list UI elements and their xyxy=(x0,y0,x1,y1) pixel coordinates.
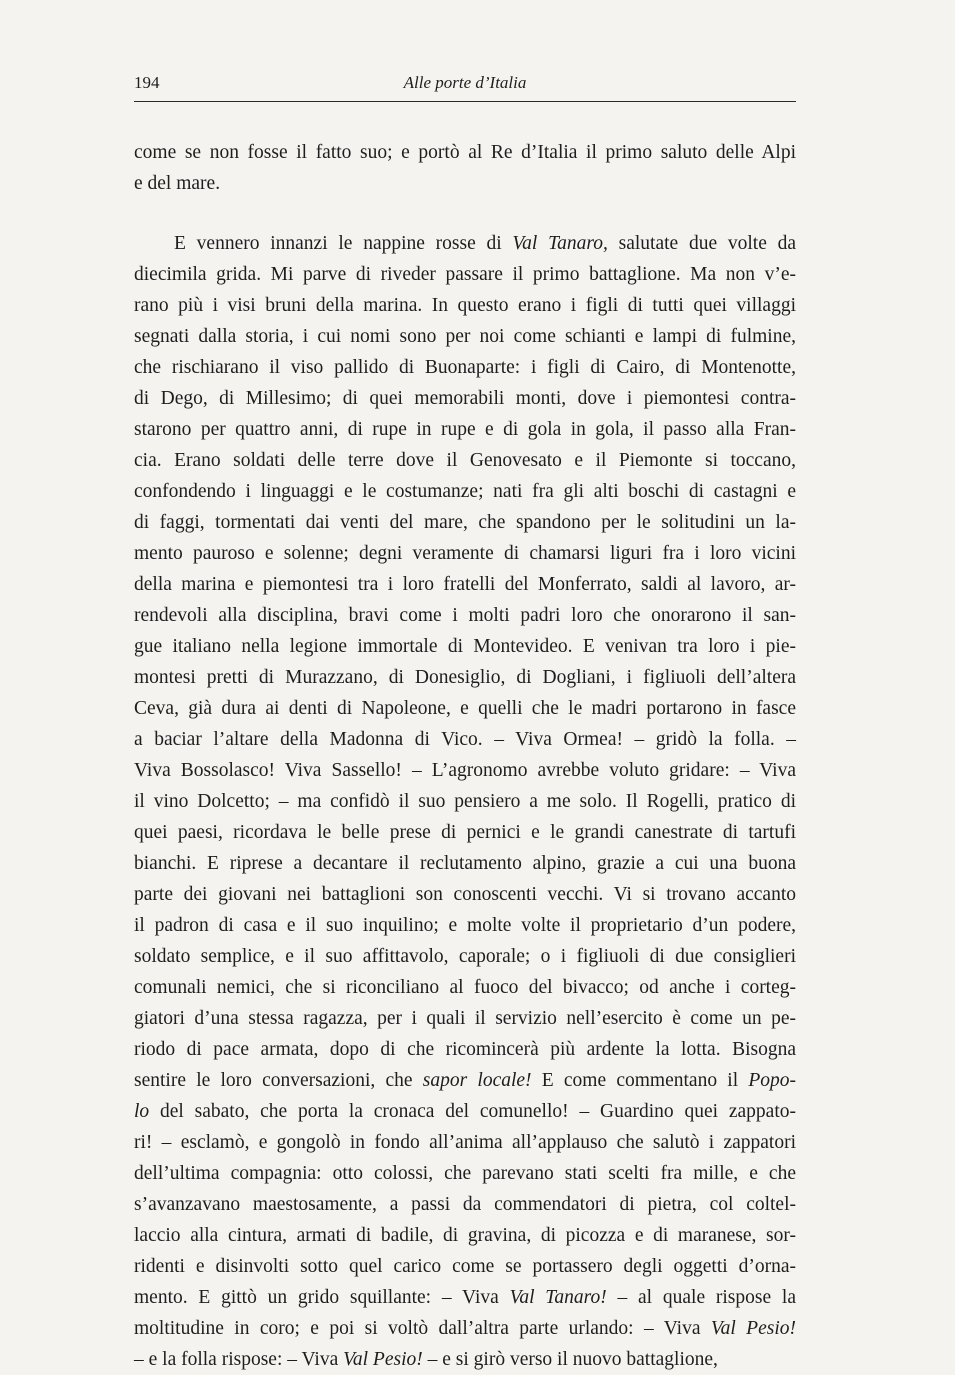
text-segment: – e si girò verso il nuovo battaglione, xyxy=(422,1349,718,1370)
text-segment: – al quale rispose la xyxy=(606,1287,796,1308)
text-line xyxy=(134,1096,796,1127)
text-segment: gue italiano nella legione immortale di Montevideo. E venivan tra loro i pie- xyxy=(134,636,796,657)
text-segment: E vennero innanzi le nappine rosse di xyxy=(174,233,513,254)
page-number: 194 xyxy=(134,73,160,92)
text-line xyxy=(134,662,796,693)
text-line xyxy=(134,569,796,600)
text-line xyxy=(134,693,796,724)
text-segment: segnati dalla storia, i cui nomi sono per noi come schianti e lampi di fulmine, xyxy=(134,326,796,347)
text-segment: mento. E gittò un grido squillante: – Viva xyxy=(134,1287,510,1308)
text-line xyxy=(134,476,796,507)
text-segment: starono per quattro anni, di rupe in rupe e di gola in gola, il passo alla Fran- xyxy=(134,419,796,440)
italic-text: Popo- xyxy=(748,1070,796,1091)
text-segment: soldato semplice, e il suo affittavolo, caporale; o i figliuoli di due consiglieri xyxy=(134,946,796,967)
paragraph xyxy=(134,228,796,1375)
text-segment: salutate due volte da xyxy=(607,233,797,254)
text-segment: il vino Dolcetto; – ma confidò il suo pensiero a me solo. Il Rogelli, pratico di xyxy=(134,791,796,812)
italic-text: lo xyxy=(134,1101,150,1122)
text-segment: riodo di pace armata, dopo di che ricomincerà più ardente la lotta. Bisogna xyxy=(134,1039,796,1060)
text-line xyxy=(134,538,796,569)
text-segment: ridenti e disinvolti sotto quel carico come se portassero degli oggetti d’orna- xyxy=(134,1256,796,1277)
text-segment: di faggi, tormentati dai venti del mare, che spandono per le solitudini un la- xyxy=(134,512,796,533)
text-segment: diecimila grida. Mi parve di riveder passare il primo battaglione. Ma non v’e- xyxy=(134,264,796,285)
running-title: Alle porte d’Italia xyxy=(403,73,527,92)
text-line xyxy=(134,1189,796,1220)
text-segment: del sabato, che porta la cronaca del comunello! – Guardino quei zappato- xyxy=(149,1101,796,1122)
text-line xyxy=(134,786,796,817)
text-segment: comunali nemici, che si riconciliano al fuoco del bivacco; od anche i corteg- xyxy=(134,977,796,998)
paragraph xyxy=(134,137,796,199)
text-segment: parte dei giovani nei battaglioni son conoscenti vecchi. Vi si trovano accanto xyxy=(134,884,796,905)
italic-text: Val Tanaro! xyxy=(509,1287,607,1308)
italic-text: Val Pesio! xyxy=(343,1349,423,1370)
text-segment: di Dego, di Millesimo; di quei memorabili monti, dove i piemontesi contra- xyxy=(134,388,796,409)
text-line xyxy=(134,1065,796,1096)
text-segment: – e la folla rispose: – Viva xyxy=(134,1349,344,1370)
text-line xyxy=(134,1158,796,1189)
text-line xyxy=(134,724,796,755)
text-segment: il padron di casa e il suo inquilino; e molte volte il proprietario d’un podere, xyxy=(134,915,796,936)
text-line xyxy=(134,321,796,352)
text-segment: ri! – esclamò, e gongolò in fondo all’anima all’applauso che salutò i zappatori xyxy=(134,1132,796,1153)
text-line xyxy=(134,259,796,290)
text-line xyxy=(134,1220,796,1251)
text-line xyxy=(134,168,796,199)
text-segment: Viva Bossolasco! Viva Sassello! – L’agronomo avrebbe voluto gridare: – Viva xyxy=(134,760,796,781)
text-line xyxy=(134,817,796,848)
text-segment: confondendo i linguaggi e le costumanze; nati fra gli alti boschi di castagni e xyxy=(134,481,796,502)
text-line xyxy=(134,137,796,168)
text-segment: cia. Erano soldati delle terre dove il Genovesato e il Piemonte si toccano, xyxy=(134,450,796,471)
text-segment: bianchi. E riprese a decantare il reclutamento alpino, grazie a cui una buona xyxy=(134,853,796,874)
text-segment: e del mare. xyxy=(134,173,221,194)
text-line xyxy=(134,972,796,1003)
text-segment: Ceva, già dura ai denti di Napoleone, e quelli che le madri portarono in fasce xyxy=(134,698,796,719)
body-text xyxy=(134,137,796,1375)
text-line xyxy=(134,445,796,476)
text-line xyxy=(134,1282,796,1313)
text-line xyxy=(134,600,796,631)
text-line xyxy=(134,1034,796,1065)
text-segment: mento pauroso e solenne; degni veramente di chamarsi liguri fra i loro vicini xyxy=(134,543,796,564)
text-line xyxy=(134,941,796,972)
text-line xyxy=(134,352,796,383)
text-line xyxy=(134,848,796,879)
text-segment: sentire le loro conversazioni, che xyxy=(134,1070,423,1091)
text-line xyxy=(134,1344,796,1375)
page-header xyxy=(134,71,796,102)
text-segment: E come commentano il xyxy=(531,1070,749,1091)
text-line xyxy=(134,631,796,662)
text-line xyxy=(134,1003,796,1034)
text-line xyxy=(134,910,796,941)
text-line xyxy=(134,879,796,910)
text-segment: rendevoli alla disciplina, bravi come i molti padri loro che onorarono il san- xyxy=(134,605,796,626)
text-line xyxy=(134,290,796,321)
text-segment: a baciar l’altare della Madonna di Vico. – Viva Ormea! – gridò la folla. – xyxy=(134,729,796,750)
text-segment: come se non fosse il fatto suo; e portò al Re d’Italia il primo saluto delle Alpi xyxy=(134,142,796,163)
text-segment: laccio alla cintura, armati di badile, di gravina, di picozza e di maranese, sor- xyxy=(134,1225,796,1246)
text-segment: rano più i visi bruni della marina. In questo erano i figli di tutti quei villaggi xyxy=(134,295,796,316)
text-segment: giatori d’una stessa ragazza, per i quali il servizio nell’esercito è come un pe- xyxy=(134,1008,796,1029)
text-line xyxy=(134,228,796,259)
italic-text: sapor locale! xyxy=(422,1070,532,1091)
text-line xyxy=(134,755,796,786)
italic-text: Val Pesio! xyxy=(710,1318,796,1339)
text-segment: montesi pretti di Murazzano, di Donesiglio, di Dogliani, i figliuoli dell’altera xyxy=(134,667,796,688)
text-segment: dell’ultima compagnia: otto colossi, che parevano stati scelti fra mille, e che xyxy=(134,1163,796,1184)
text-segment: che rischiarano il viso pallido di Buonaparte: i figli di Cairo, di Montenotte, xyxy=(134,357,796,378)
text-line xyxy=(134,1251,796,1282)
text-line xyxy=(134,1313,796,1344)
text-line xyxy=(134,507,796,538)
text-segment: quei paesi, ricordava le belle prese di pernici e le grandi canestrate di tartufi xyxy=(134,822,796,843)
italic-text: Val Tanaro, xyxy=(512,233,608,254)
text-segment: moltitudine in coro; e poi si voltò dall’altra parte urlando: – Viva xyxy=(134,1318,711,1339)
text-segment: s’avanzavano maestosamente, a passi da commendatori di pietra, col coltel- xyxy=(134,1194,796,1215)
paragraph-gap xyxy=(134,199,796,228)
text-segment: della marina e piemontesi tra i loro fratelli del Monferrato, saldi al lavoro, ar- xyxy=(134,574,796,595)
text-line xyxy=(134,414,796,445)
text-line xyxy=(134,383,796,414)
text-line xyxy=(134,1127,796,1158)
